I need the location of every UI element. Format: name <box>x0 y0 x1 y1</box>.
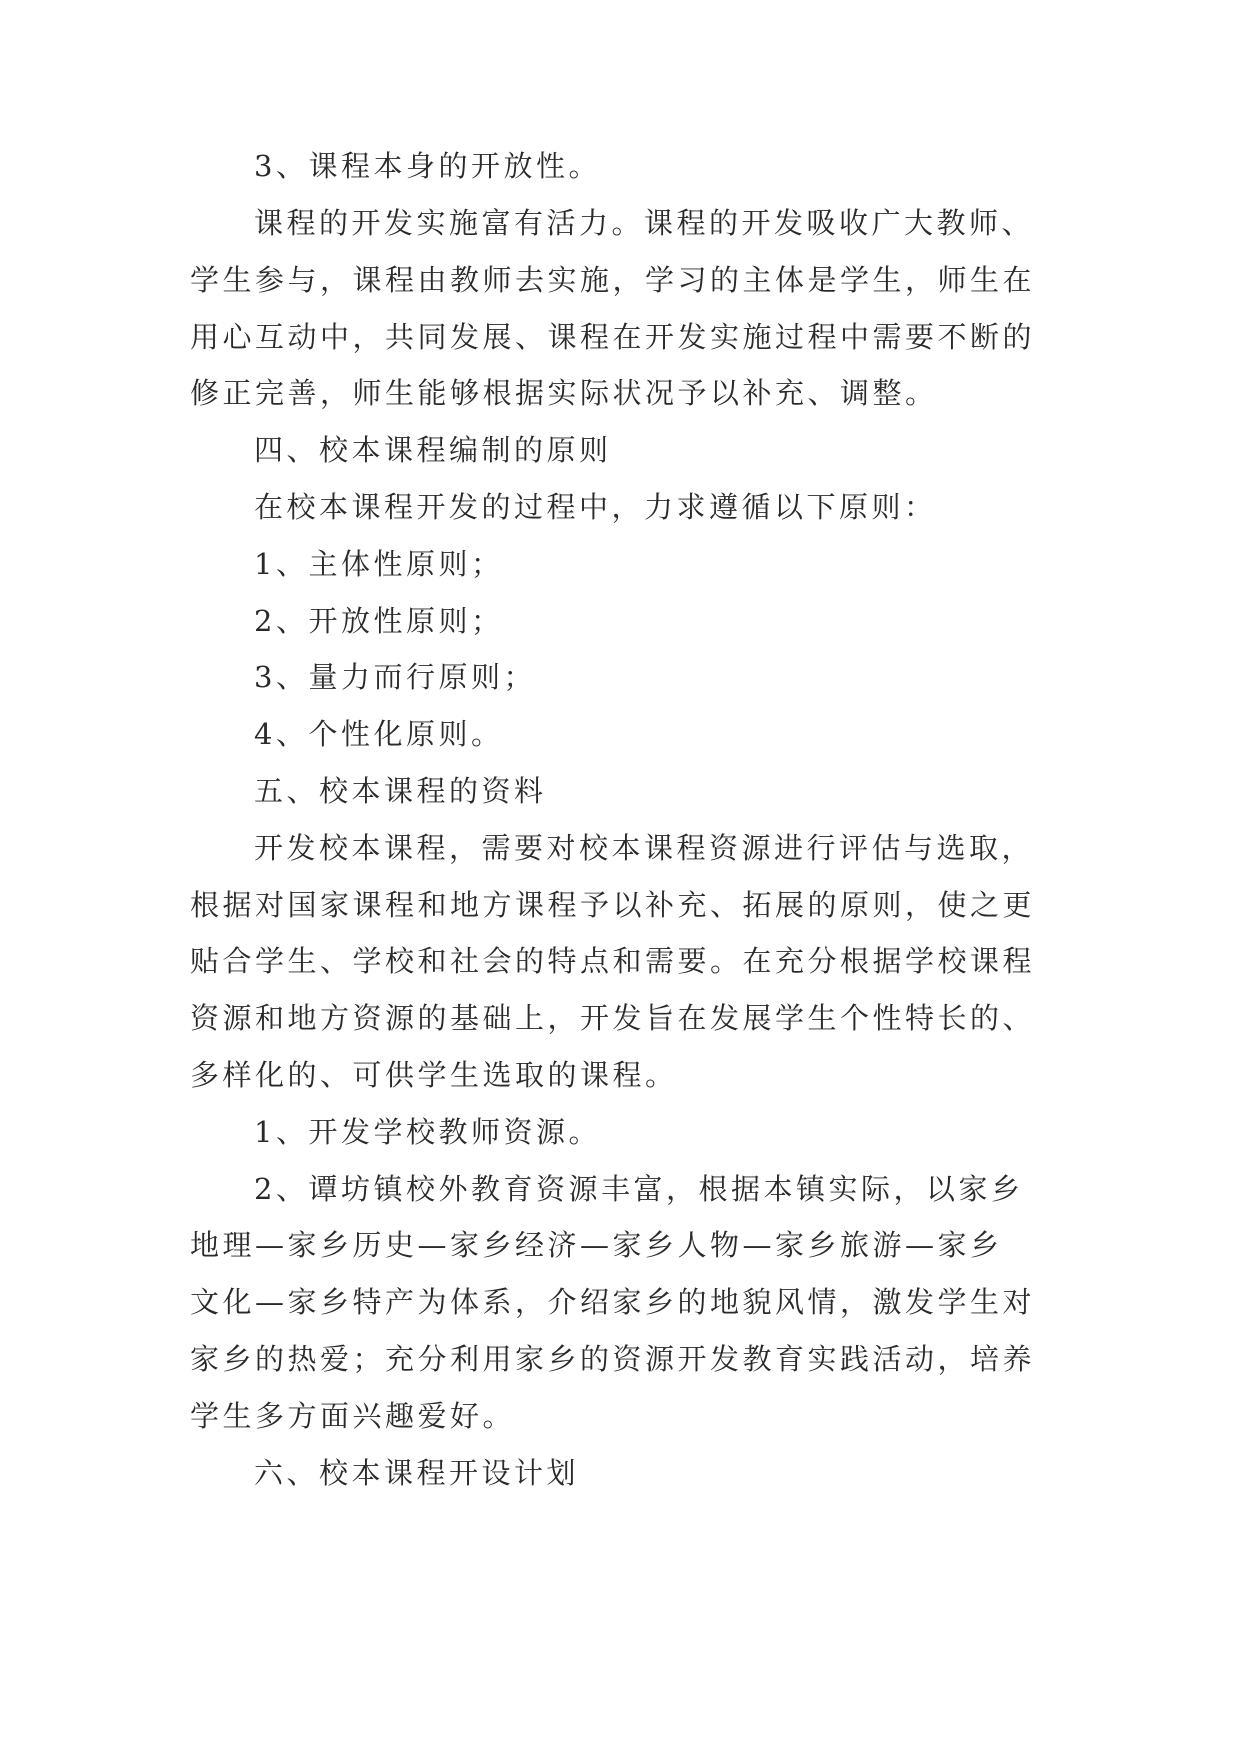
list-item: 1、开发学校教师资源。 <box>254 1115 601 1149</box>
text-line: 学生多方面兴趣爱好。 <box>190 1399 516 1433</box>
text-line: 贴合学生、学校和社会的特点和需要。在充分根据学校课程 <box>190 944 1036 978</box>
text-line: 资源和地方资源的基础上，开发旨在发展学生个性特长的、 <box>190 1001 1036 1035</box>
text-line: 3、课程本身的开放性。 <box>254 149 601 183</box>
text-line: 文化—家乡特产为体系，介绍家乡的地貌风情，激发学生对 <box>190 1285 1036 1319</box>
list-item: 3、量力而行原则； <box>254 660 536 694</box>
text-line: 地理—家乡历史—家乡经济—家乡人物—家乡旅游—家乡 <box>190 1228 1003 1262</box>
text-line: 多样化的、可供学生选取的课程。 <box>190 1058 678 1092</box>
text-line: 学生参与，课程由教师去实施，学习的主体是学生，师生在 <box>190 263 1036 297</box>
text-line: 家乡的热爱；充分利用家乡的资源开发教育实践活动，培养 <box>190 1342 1036 1376</box>
list-item: 2、谭坊镇校外教育资源丰富，根据本镇实际，以家乡 <box>254 1172 1024 1206</box>
section-heading: 四、校本课程编制的原则 <box>254 433 612 467</box>
list-item: 2、开放性原则； <box>254 604 504 638</box>
text-line: 根据对国家课程和地方课程予以补充、拓展的原则，使之更 <box>190 888 1036 922</box>
section-heading: 六、校本课程开设计划 <box>254 1456 580 1490</box>
text-line: 开发校本课程，需要对校本课程资源进行评估与选取， <box>254 831 1035 865</box>
text-line: 在校本课程开发的过程中，力求遵循以下原则： <box>254 490 937 524</box>
list-item: 4、个性化原则。 <box>254 717 504 751</box>
list-item: 1、主体性原则； <box>254 547 504 581</box>
text-line: 用心互动中，共同发展、课程在开发实施过程中需要不断的 <box>190 320 1036 354</box>
section-heading: 五、校本课程的资料 <box>254 774 547 808</box>
text-line: 修正完善，师生能够根据实际状况予以补充、调整。 <box>190 376 938 410</box>
text-line: 课程的开发实施富有活力。课程的开发吸收广大教师、 <box>254 206 1035 240</box>
